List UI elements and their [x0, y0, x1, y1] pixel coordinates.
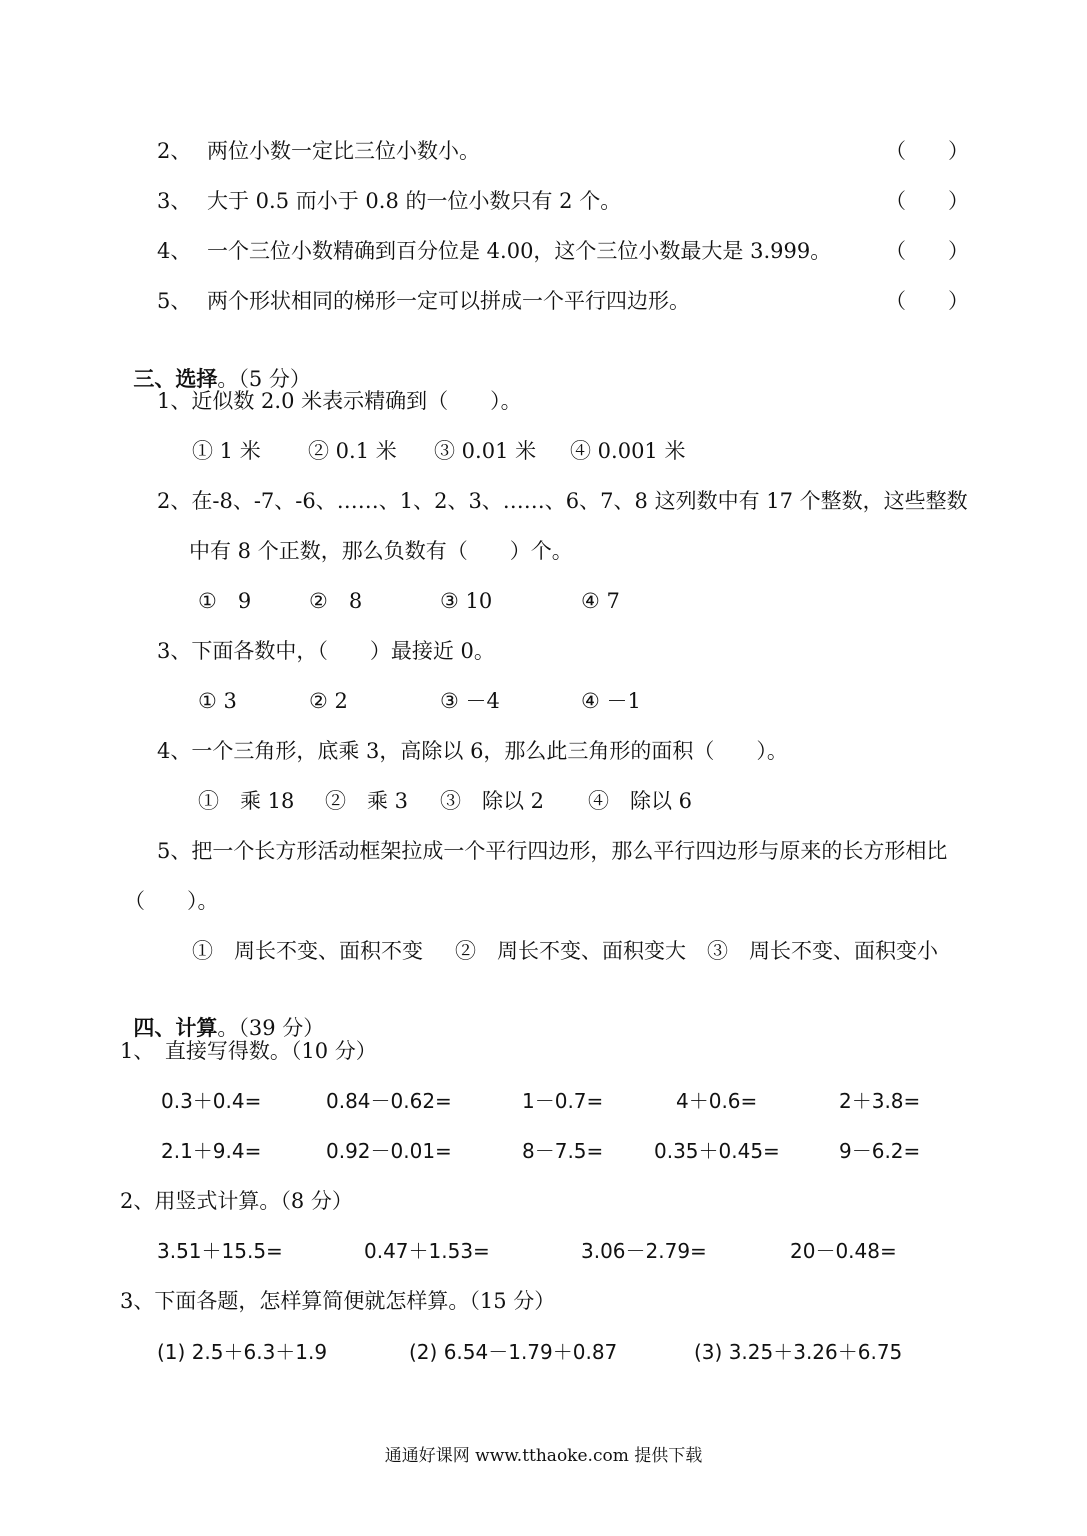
option: ① 9: [198, 589, 252, 613]
expression: 8－7.5=: [522, 1139, 604, 1163]
expression: (3) 3.25＋3.26＋6.75: [694, 1340, 903, 1364]
option: ② 乘 3: [325, 789, 409, 813]
expression: 0.3＋0.4=: [161, 1089, 262, 1113]
option: ③ －4: [440, 689, 500, 713]
choice-question-1: 1、近似数 2.0 米表示精确到（ ）。: [157, 389, 522, 413]
calc-simplify-title: 3、下面各题，怎样算简便就怎样算。（15 分）: [120, 1289, 556, 1313]
option: ① 3: [198, 689, 237, 713]
item-text: 一个三位小数精确到百分位是 4.00，这个三位小数最大是 3.999。: [207, 239, 832, 263]
section-title: 三、选择: [133, 367, 218, 391]
option: ② 8: [309, 589, 363, 613]
expression: 0.47＋1.53=: [364, 1239, 490, 1263]
expression: 9－6.2=: [839, 1139, 921, 1163]
section-score: 。（5 分）: [217, 367, 311, 391]
expression: 0.92－0.01=: [326, 1139, 452, 1163]
answer-parentheses: （ ）: [885, 289, 969, 313]
section-heading-choice: [120, 337, 311, 393]
item-number: 3、: [157, 189, 192, 213]
expression: (2) 6.54－1.79＋0.87: [409, 1340, 618, 1364]
expression: 20－0.48=: [790, 1239, 897, 1263]
option: ③ 除以 2: [440, 789, 545, 813]
item-number: 4、: [157, 239, 192, 263]
choice-question-2-cont: 中有 8 个正数，那么负数有（ ）个。: [189, 539, 573, 563]
section-title: 四、计算: [133, 1016, 218, 1040]
option: ③ 0.01 米: [434, 439, 537, 463]
answer-parentheses: （ ）: [885, 239, 969, 263]
choice-question-2: 2、在-8、-7、-6、……、1、2、3、……、6、7、8 这列数中有 17 个整数，这些整数: [157, 489, 968, 513]
expression: 3.06－2.79=: [581, 1239, 707, 1263]
item-number: 2、: [157, 139, 192, 163]
expression: 4＋0.6=: [676, 1089, 758, 1113]
option: ④ 7: [581, 589, 620, 613]
option: ③ 10: [440, 589, 493, 613]
expression: 1－0.7=: [522, 1089, 604, 1113]
option: ② 0.1 米: [308, 439, 397, 463]
expression: (1) 2.5＋6.3＋1.9: [157, 1340, 328, 1364]
option: ① 1 米: [192, 439, 261, 463]
section-heading-calculation: [120, 986, 324, 1042]
choice-question-4: 4、一个三角形，底乘 3，高除以 6，那么此三角形的面积（ ）。: [157, 739, 788, 763]
answer-parentheses: （ ）: [885, 189, 969, 213]
option: ④ －1: [581, 689, 641, 713]
answer-parentheses: （ ）: [885, 139, 969, 163]
choice-question-3: 3、下面各数中，（ ）最接近 0。: [157, 639, 495, 663]
calc-direct-title: 1、 直接写得数。（10 分）: [120, 1039, 377, 1063]
item-text: 大于 0.5 而小于 0.8 的一位小数只有 2 个。: [207, 189, 622, 213]
option: ② 周长不变、面积变大: [455, 939, 686, 963]
option: ② 2: [309, 689, 348, 713]
option: ④ 除以 6: [588, 789, 693, 813]
option: ① 乘 18: [198, 789, 295, 813]
calc-vertical-title: 2、用竖式计算。（8 分）: [120, 1189, 353, 1213]
choice-question-5: 5、把一个长方形活动框架拉成一个平行四边形，那么平行四边形与原来的长方形相比: [157, 839, 948, 863]
item-number: 5、: [157, 289, 192, 313]
page-footer: 通通好课网 www.tthaoke.com 提供下载: [384, 1446, 703, 1466]
expression: 0.35＋0.45=: [654, 1139, 780, 1163]
option: ① 周长不变、面积不变: [192, 939, 423, 963]
section-score: 。（39 分）: [217, 1016, 325, 1040]
expression: 2.1＋9.4=: [161, 1139, 262, 1163]
item-text: 两个形状相同的梯形一定可以拼成一个平行四边形。: [207, 289, 690, 313]
option: ④ 0.001 米: [570, 439, 686, 463]
item-text: 两位小数一定比三位小数小。: [207, 139, 480, 163]
option: ③ 周长不变、面积变小: [707, 939, 938, 963]
choice-question-5-cont: （ ）。: [124, 889, 219, 913]
expression: 3.51＋15.5=: [157, 1239, 283, 1263]
expression: 2＋3.8=: [839, 1089, 921, 1113]
expression: 0.84－0.62=: [326, 1089, 452, 1113]
